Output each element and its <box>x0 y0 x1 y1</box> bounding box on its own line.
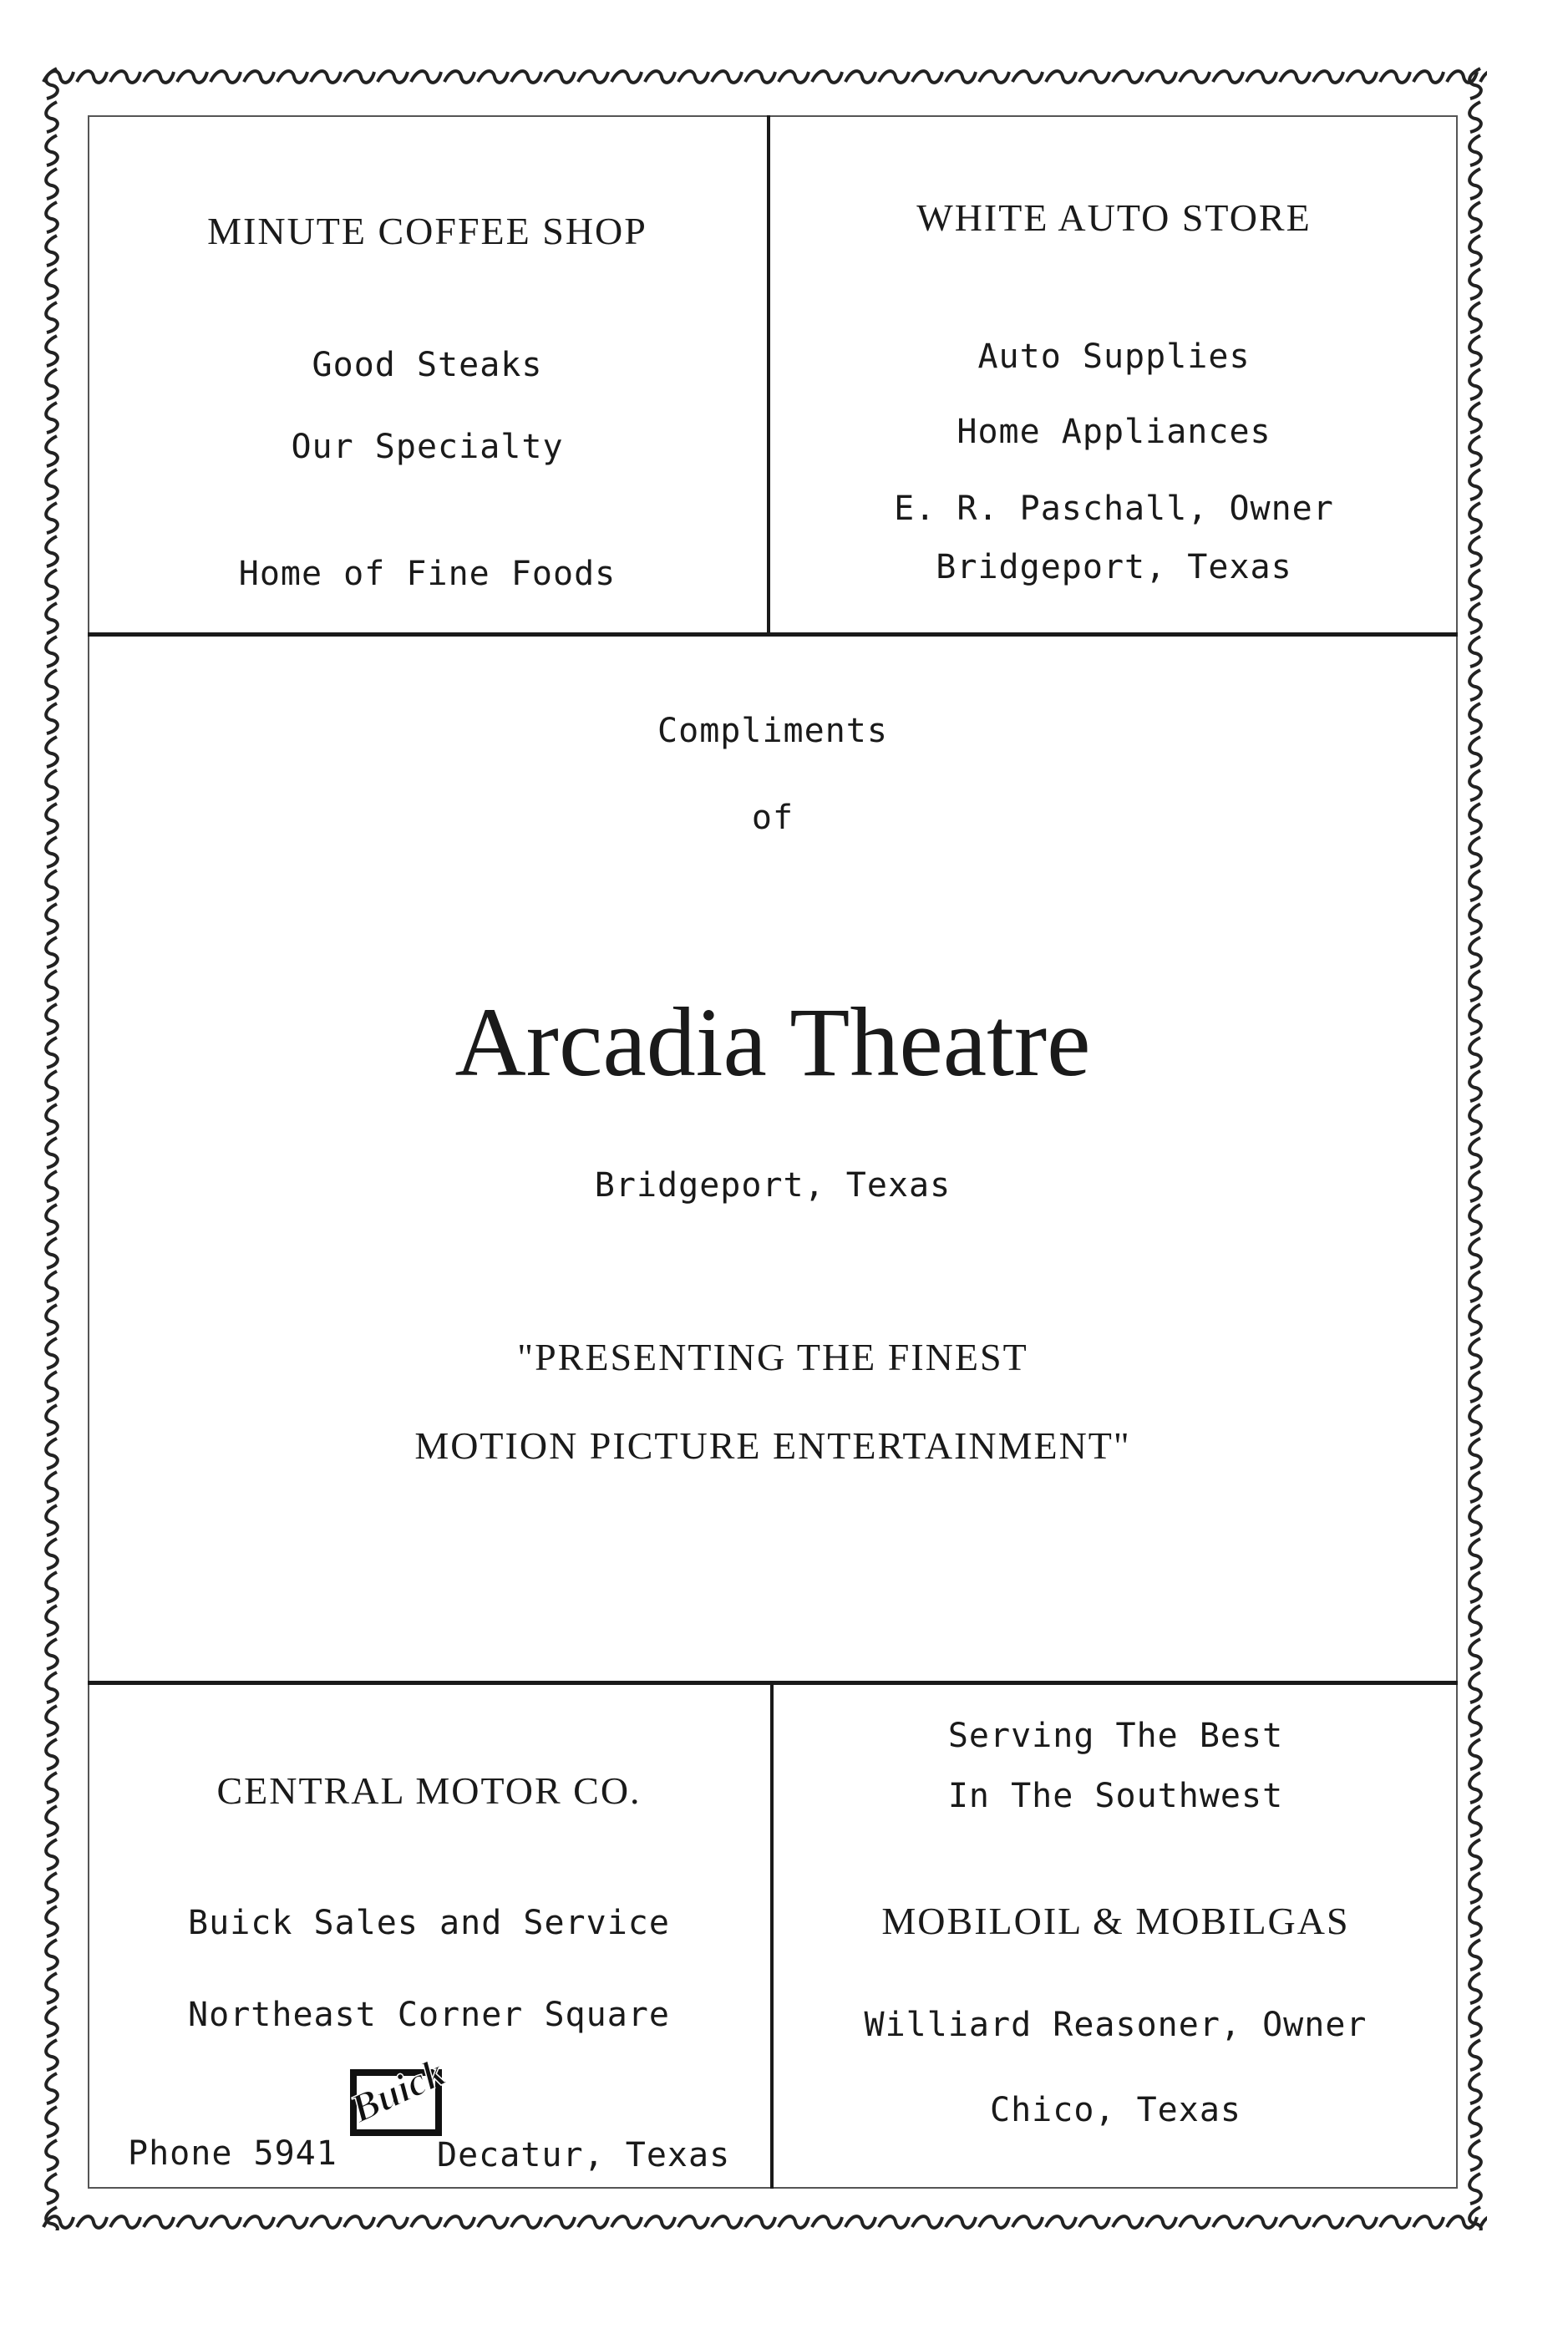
theatre-ad <box>88 637 1458 1681</box>
mobiloil-name: MOBILOIL & MOBILGAS <box>881 1900 1350 1942</box>
motor-co-ad <box>88 1685 770 2189</box>
theatre-compliments: Compliments <box>657 712 888 750</box>
motor-co-name: CENTRAL MOTOR CO. <box>216 1769 642 1812</box>
theatre-slogan-line2: MOTION PICTURE ENTERTAINMENT" <box>414 1424 1131 1467</box>
auto-store-line4: Bridgeport, Texas <box>936 548 1292 586</box>
mobiloil-ad <box>774 1685 1458 2189</box>
motor-co-line1: Buick Sales and Service <box>188 1904 670 1942</box>
mobiloil-city: Chico, Texas <box>990 2091 1241 2129</box>
auto-store-line1: Auto Supplies <box>977 337 1251 376</box>
theatre-name: Arcadia Theatre <box>454 987 1091 1097</box>
auto-store-line2: Home Appliances <box>957 413 1271 451</box>
motor-co-city: Decatur, Texas <box>437 2136 731 2174</box>
auto-store-name: WHITE AUTO STORE <box>916 196 1312 239</box>
theatre-slogan-line1: "PRESENTING THE FINEST <box>517 1336 1028 1378</box>
motor-co-phone: Phone 5941 <box>128 2134 337 2173</box>
mobiloil-line2: In The Southwest <box>947 1777 1284 1815</box>
coffee-shop-line3: Home of Fine Foods <box>238 555 617 593</box>
theatre-location: Bridgeport, Texas <box>594 1166 951 1205</box>
mobiloil-line1: Serving The Best <box>947 1717 1284 1755</box>
coffee-shop-line1: Good Steaks <box>312 346 543 384</box>
motor-co-line2: Northeast Corner Square <box>188 1996 670 2034</box>
auto-store-ad <box>770 115 1458 632</box>
buick-logo <box>343 2044 469 2143</box>
mobiloil-owner: Williard Reasoner, Owner <box>864 2006 1368 2044</box>
coffee-shop-line2: Our Specialty <box>291 428 564 466</box>
coffee-shop-ad <box>88 115 767 632</box>
theatre-of: of <box>751 799 794 837</box>
coffee-shop-name: MINUTE COFFEE SHOP <box>207 210 647 252</box>
auto-store-line3: E. R. Paschall, Owner <box>894 490 1334 528</box>
buick-logo-text: Buick <box>344 2050 452 2132</box>
